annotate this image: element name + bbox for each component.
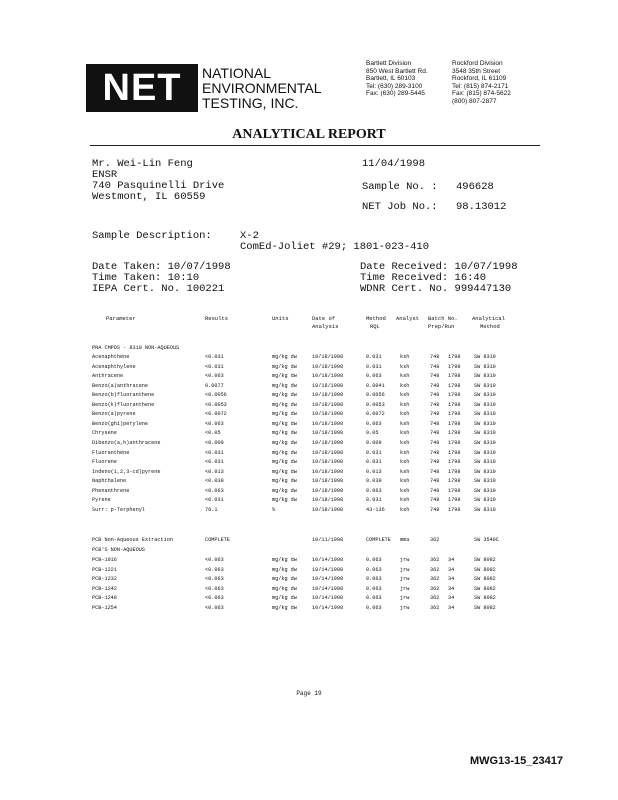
cell-parameter: Surr: p-Terphenyl: [92, 506, 145, 513]
cell-result: <0.031: [205, 354, 224, 360]
cell-method: SW 8310: [474, 449, 496, 456]
col-method: [366, 315, 386, 331]
cell-units: mg/kg dw: [272, 449, 297, 456]
cell-analyst: jrw: [400, 605, 410, 611]
cell-rql: 0.063: [366, 595, 382, 602]
cell-date: 10/18/1998: [312, 363, 344, 370]
cell-result: 76.1: [205, 506, 218, 513]
cell-parameter: PCB-1248: [92, 595, 117, 602]
cell-analyst: ksh: [400, 449, 410, 456]
cell-date: 10/18/1998: [312, 420, 344, 427]
address-line: Fax: (630) 289-5445: [366, 90, 425, 97]
cell-parameter: PCB-1221: [92, 566, 117, 573]
rockford-address: [452, 60, 511, 105]
cell-parameter: Benzo(b)fluoranthene: [92, 392, 155, 399]
cell-batch-run: 34: [448, 585, 455, 592]
address-line: Rockford Division: [452, 60, 503, 67]
cell-units: mg/kg dw: [272, 363, 297, 370]
cell-analyst: ksh: [400, 420, 410, 427]
col-results: Results: [205, 315, 229, 322]
address-line: 3548 35th Street: [452, 67, 501, 75]
cell-batch-prep: 748: [430, 420, 440, 427]
cell-batch-prep: 748: [430, 430, 440, 437]
cell-method: SW 8310: [474, 373, 496, 380]
cell-date: 10/18/1998: [312, 468, 344, 475]
cell-analyst: jrw: [400, 566, 410, 573]
cell-units: mg/kg dw: [272, 382, 297, 389]
title-rule: [90, 145, 540, 146]
cell-method: SW 8310: [474, 382, 496, 389]
cell-parameter: Dibenzo(a,h)anthracene: [92, 439, 161, 446]
iepa-cert-line: IEPA Cert. No. 100221: [92, 283, 225, 295]
cell-date: 10/18/1998: [312, 459, 344, 466]
col-date-line2: Analysis: [312, 323, 339, 330]
cell-result: <0.063: [205, 576, 224, 583]
col-batch: [428, 315, 458, 331]
date-taken: [92, 262, 231, 295]
cell-rql: 0.063: [366, 420, 382, 427]
cell-parameter: Fluoranthene: [92, 449, 130, 456]
cell-batch-run: 1798: [448, 401, 461, 408]
cell-analyst: ksh: [400, 373, 410, 380]
cell-date: 10/14/1998: [312, 576, 344, 583]
extraction-cell-analyst: mma: [400, 537, 410, 543]
cell-method: SW 8082: [474, 557, 496, 563]
cell-batch-prep: 362: [430, 605, 440, 611]
cell-units: mg/kg dw: [272, 595, 297, 602]
cell-batch-run: 34: [448, 557, 455, 563]
sample-no: 496628: [456, 181, 494, 193]
col-analyst: Analyst: [396, 315, 420, 322]
cell-batch-prep: 362: [430, 557, 440, 563]
cell-parameter: Acenaphthene: [92, 354, 130, 360]
cell-rql: 0.031: [366, 449, 382, 456]
cell-date: 10/14/1998: [312, 585, 344, 592]
extraction-cell-date: 10/11/1998: [312, 537, 344, 543]
col-analytical: [472, 315, 505, 331]
cell-batch-run: 1798: [448, 411, 461, 418]
cell-units: mg/kg dw: [272, 497, 297, 504]
cell-batch-prep: 748: [430, 411, 440, 418]
company-line: ENVIRONMENTAL: [202, 80, 322, 96]
cell-parameter: PCB-1254: [92, 605, 117, 611]
cell-units: mg/kg dw: [272, 478, 297, 485]
cell-rql: 0.05: [366, 430, 379, 437]
cell-batch-prep: 748: [430, 373, 440, 380]
cell-date: 10/18/1998: [312, 373, 344, 380]
cell-date: 10/18/1998: [312, 478, 344, 485]
section-title-pcb: PCB'S NON-AQUEOUS: [92, 547, 145, 553]
cell-parameter: PCB-1242: [92, 585, 117, 592]
cell-analyst: ksh: [400, 478, 410, 485]
date-taken-line: Date Taken: 10/07/1998: [92, 261, 231, 273]
company-name: [202, 66, 322, 111]
cell-rql: 0.009: [366, 439, 382, 446]
cell-date: 10/18/1998: [312, 506, 344, 513]
cell-result: <0.0056: [205, 392, 227, 399]
cell-batch-prep: 748: [430, 439, 440, 446]
page-number: Page 19: [296, 690, 322, 697]
cell-analyst: jrw: [400, 595, 410, 602]
col-batch-line2: Prep/Run: [428, 323, 455, 330]
cell-analyst: jrw: [400, 557, 410, 563]
cell-rql: 0.0041: [366, 382, 385, 389]
cell-method: SW 8310: [474, 459, 496, 466]
cell-batch-run: 34: [448, 605, 455, 611]
cell-result: <0.063: [205, 373, 224, 380]
col-parameter: Parameter: [106, 315, 136, 322]
cell-analyst: ksh: [400, 468, 410, 475]
cell-batch-run: 34: [448, 566, 455, 573]
section-title-pna: PNA CMPDS - 8310 NON-AQUEOUS: [92, 345, 180, 351]
cell-batch-prep: 362: [430, 585, 440, 592]
cell-date: 10/14/1998: [312, 595, 344, 602]
cell-date: 10/18/1998: [312, 401, 344, 408]
cell-method: SW 8310: [474, 439, 496, 446]
cell-batch-run: 34: [448, 595, 455, 602]
cell-rql: 0.031: [366, 497, 382, 504]
cell-units: mg/kg dw: [272, 401, 297, 408]
cell-batch-prep: 362: [430, 595, 440, 602]
cell-batch-prep: 748: [430, 459, 440, 466]
col-units: Units: [272, 315, 289, 322]
cell-method: SW 8082: [474, 585, 496, 592]
cell-date: 10/18/1998: [312, 487, 344, 494]
col-analytical-line2: Method: [480, 323, 500, 330]
address-line: Fax: (815) 874-5622: [452, 90, 511, 97]
cell-result: <0.063: [205, 566, 224, 573]
cell-batch-prep: 362: [430, 576, 440, 583]
cell-result: <0.063: [205, 557, 224, 563]
cell-result: <0.031: [205, 363, 224, 370]
cell-result: <0.063: [205, 605, 224, 611]
cell-batch-run: 34: [448, 576, 455, 583]
address-line: Bartlett Division: [366, 60, 412, 67]
cell-result: <0.031: [205, 497, 224, 504]
cell-rql: 0.031: [366, 363, 382, 370]
cell-batch-prep: 748: [430, 354, 440, 360]
cell-date: 10/18/1998: [312, 449, 344, 456]
cell-batch-prep: 748: [430, 497, 440, 504]
cell-method: SW 8310: [474, 468, 496, 475]
cell-units: mg/kg dw: [272, 354, 297, 360]
cell-date: 10/18/1998: [312, 497, 344, 504]
cell-rql: 0.0053: [366, 401, 385, 408]
cell-result: <0.013: [205, 468, 224, 475]
address-line: (800) 807-2877: [452, 97, 497, 105]
cell-result: 0.0077: [205, 382, 224, 389]
col-batch-line1: Batch No.: [428, 315, 458, 322]
cell-batch-prep: 748: [430, 392, 440, 399]
company-line: NATIONAL: [202, 65, 271, 81]
cell-method: SW 8310: [474, 363, 496, 370]
cell-result: <0.031: [205, 459, 224, 466]
cell-rql: 0.0072: [366, 411, 385, 418]
cell-batch-run: 1798: [448, 497, 461, 504]
cell-batch-run: 1798: [448, 506, 461, 513]
cell-method: SW 8082: [474, 566, 496, 573]
cell-analyst: ksh: [400, 497, 410, 504]
cell-batch-run: 1798: [448, 363, 461, 370]
cell-method: SW 8310: [474, 392, 496, 399]
cell-batch-run: 1798: [448, 478, 461, 485]
cell-rql: 0.031: [366, 459, 382, 466]
document-id: MWG13-15_23417: [470, 755, 563, 767]
cell-batch-run: 1798: [448, 354, 461, 360]
address-line: 850 West Bartlett Rd.: [366, 67, 428, 75]
cell-parameter: Acenaphthylene: [92, 363, 136, 370]
col-analytical-line1: Analytical: [472, 315, 506, 322]
sample-desc-site: ComEd-Joliet #29; 1801-023-410: [240, 241, 430, 253]
cell-method: SW 8310: [474, 506, 496, 513]
cell-parameter: Benzo(a)pyrene: [92, 411, 136, 418]
cell-method: SW 8310: [474, 430, 496, 437]
cell-rql: 43-136: [366, 506, 385, 513]
cell-date: 10/18/1998: [312, 392, 344, 399]
job-no: 98.13012: [456, 201, 507, 213]
cell-method: SW 8082: [474, 605, 496, 611]
cell-date: 10/14/1998: [312, 566, 344, 573]
cell-analyst: ksh: [400, 439, 410, 446]
cell-result: <0.0053: [205, 401, 227, 408]
cell-analyst: ksh: [400, 392, 410, 399]
cell-batch-prep: 362: [430, 566, 440, 573]
cell-rql: 0.063: [366, 605, 382, 611]
cell-result: <0.031: [205, 449, 224, 456]
cell-batch-run: 1798: [448, 449, 461, 456]
cell-result: <0.063: [205, 595, 224, 602]
cell-date: 10/18/1998: [312, 354, 344, 360]
cell-parameter: Anthracene: [92, 373, 124, 380]
cell-batch-run: 1798: [448, 373, 461, 380]
cell-batch-run: 1798: [448, 439, 461, 446]
cell-batch-run: 1798: [448, 487, 461, 494]
date-received: [360, 262, 518, 295]
cell-batch-prep: 748: [430, 506, 440, 513]
cell-units: mg/kg dw: [272, 430, 297, 437]
cell-parameter: Fluorene: [92, 459, 117, 466]
cell-units: mg/kg dw: [272, 468, 297, 475]
cell-rql: 0.063: [366, 557, 382, 563]
cell-parameter: Benzo(a)anthracene: [92, 382, 149, 389]
col-method-line2: RQL: [370, 323, 380, 330]
cell-batch-prep: 748: [430, 382, 440, 389]
cell-units: mg/kg dw: [272, 439, 297, 446]
cell-analyst: jrw: [400, 585, 410, 592]
cell-batch-run: 1798: [448, 382, 461, 389]
cell-units: mg/kg dw: [272, 459, 297, 466]
cell-analyst: ksh: [400, 363, 410, 370]
wdnr-cert-line: WDNR Cert. No. 999447130: [360, 283, 512, 295]
cell-date: 10/14/1998: [312, 557, 344, 563]
cell-rql: 0.063: [366, 566, 382, 573]
cell-parameter: PCB-1016: [92, 557, 117, 563]
cell-method: SW 8082: [474, 595, 496, 602]
cell-rql: 0.063: [366, 576, 382, 583]
cell-batch-prep: 748: [430, 363, 440, 370]
cell-parameter: Benzo(k)fluoranthene: [92, 401, 155, 408]
address-line: Tel: (815) 874-2171: [452, 82, 509, 90]
cell-method: SW 8310: [474, 354, 496, 360]
cell-analyst: ksh: [400, 382, 410, 389]
time-received-line: Time Received: 16:40: [360, 272, 487, 284]
date-received-line: Date Received: 10/07/1998: [360, 261, 518, 273]
cell-parameter: PCB-1232: [92, 576, 117, 583]
cell-analyst: ksh: [400, 506, 410, 513]
cell-rql: 0.031: [366, 354, 382, 360]
cell-units: mg/kg dw: [272, 411, 297, 418]
cell-parameter: Phenanthrene: [92, 487, 130, 494]
address-line: Rockford, IL 61109: [452, 75, 507, 82]
cell-parameter: Pyrene: [92, 497, 111, 504]
cell-rql: 0.063: [366, 487, 382, 494]
cell-rql: 0.063: [366, 373, 382, 380]
client-company: ENSR: [92, 169, 118, 181]
cell-units: mg/kg dw: [272, 566, 297, 573]
extraction-cell-rql: COMPLETE: [366, 537, 391, 543]
bartlett-address: [366, 60, 428, 98]
client-name: Mr. Wei-Lin Feng: [92, 158, 193, 170]
extraction-cell-batch-prep: 362: [430, 537, 440, 543]
cell-rql: 0.063: [366, 585, 382, 592]
cell-rql: 0.0056: [366, 392, 385, 399]
cell-parameter: Naphthalene: [92, 478, 127, 485]
cell-analyst: ksh: [400, 459, 410, 466]
cell-units: mg/kg dw: [272, 557, 297, 563]
cell-date: 10/18/1998: [312, 430, 344, 437]
cell-analyst: jrw: [400, 576, 410, 583]
cell-units: mg/kg dw: [272, 576, 297, 583]
job-no-label: NET Job No.:: [362, 201, 438, 213]
cell-units: mg/kg dw: [272, 392, 297, 399]
time-taken-line: Time Taken: 10:10: [92, 272, 200, 284]
cell-result: <0.063: [205, 585, 224, 592]
col-date: [312, 315, 338, 331]
cell-batch-run: 1798: [448, 468, 461, 475]
cell-analyst: ksh: [400, 430, 410, 437]
extraction-cell-result: COMPLETE: [205, 537, 230, 543]
registered-mark: ®: [190, 100, 196, 109]
cell-rql: 0.013: [366, 468, 382, 475]
cell-batch-run: 1798: [448, 430, 461, 437]
cell-units: %: [272, 506, 276, 513]
cell-batch-prep: 748: [430, 468, 440, 475]
cell-batch-prep: 748: [430, 449, 440, 456]
cell-units: mg/kg dw: [272, 487, 297, 494]
cell-result: <0.063: [205, 487, 224, 494]
cell-analyst: ksh: [400, 487, 410, 494]
cell-analyst: ksh: [400, 411, 410, 418]
cell-parameter: Benzo(ghi)perylene: [92, 420, 149, 427]
address-line: Bartlett, IL 60103: [366, 75, 416, 82]
cell-result: <0.009: [205, 439, 224, 446]
report-title: ANALYTICAL REPORT: [232, 127, 386, 142]
sample-desc-label: Sample Description:: [92, 230, 212, 242]
extraction-cell-method: SW 3540C: [474, 537, 499, 543]
cell-units: mg/kg dw: [272, 373, 297, 380]
cell-result: <0.063: [205, 420, 224, 427]
client-address: [92, 159, 224, 203]
address-line: Tel: (630) 289-3100: [366, 82, 423, 90]
cell-batch-prep: 748: [430, 478, 440, 485]
cell-result: <0.0072: [205, 411, 227, 418]
client-city: Westmont, IL 60559: [92, 191, 206, 203]
cell-parameter: Indeno(1,2,3-cd)pyrene: [92, 468, 161, 475]
cell-batch-run: 1798: [448, 392, 461, 399]
cell-date: 10/18/1998: [312, 411, 344, 418]
sample-desc: X-2: [240, 230, 259, 242]
cell-parameter: Chrysene: [92, 430, 117, 437]
sample-no-label: Sample No. :: [362, 181, 438, 193]
client-street: 740 Pasquinelli Drive: [92, 180, 225, 192]
cell-batch-prep: 748: [430, 401, 440, 408]
cell-batch-run: 1798: [448, 420, 461, 427]
cell-units: mg/kg dw: [272, 420, 297, 427]
company-line: TESTING, INC.: [202, 95, 299, 111]
cell-method: SW 8310: [474, 420, 496, 427]
cell-result: <0.039: [205, 478, 224, 485]
cell-units: mg/kg dw: [272, 605, 297, 611]
cell-result: <0.05: [205, 430, 221, 437]
cell-method: SW 8310: [474, 487, 496, 494]
cell-method: SW 8082: [474, 576, 496, 583]
cell-method: SW 8310: [474, 478, 496, 485]
cell-date: 10/18/1998: [312, 439, 344, 446]
cell-method: SW 8310: [474, 497, 496, 504]
cell-date: 10/14/1998: [312, 605, 344, 611]
cell-date: 10/18/1998: [312, 382, 344, 389]
cell-method: SW 8310: [474, 401, 496, 408]
cell-analyst: ksh: [400, 354, 410, 360]
col-method-line1: Method: [366, 315, 386, 322]
col-date-line1: Date of: [312, 315, 336, 322]
cell-units: mg/kg dw: [272, 585, 297, 592]
cell-batch-prep: 748: [430, 487, 440, 494]
net-logo: NET: [86, 64, 198, 112]
report-date: 11/04/1998: [362, 158, 426, 170]
cell-batch-run: 1798: [448, 459, 461, 466]
cell-rql: 0.039: [366, 478, 382, 485]
cell-method: SW 8310: [474, 411, 496, 418]
cell-analyst: ksh: [400, 401, 410, 408]
extraction-cell-parameter: PCB Non-Aqueous Extraction: [92, 537, 173, 543]
